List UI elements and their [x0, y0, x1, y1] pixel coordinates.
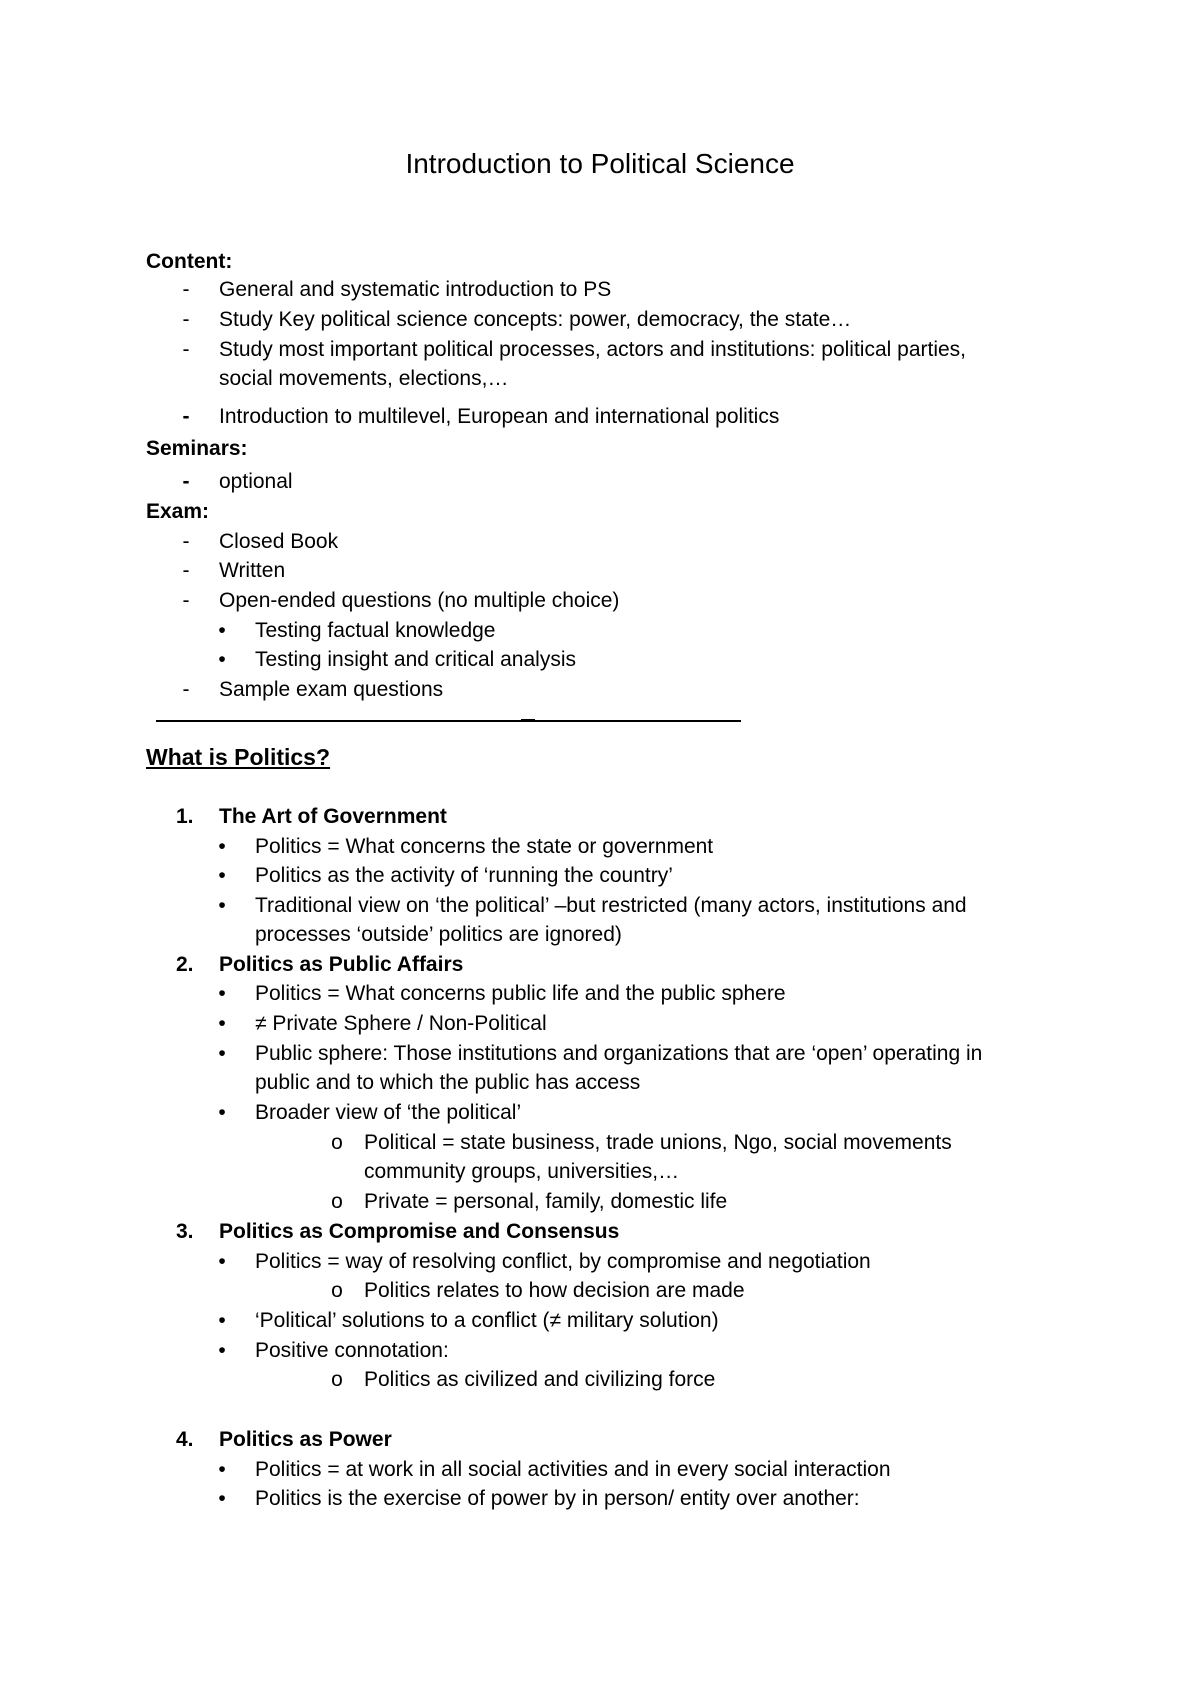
list-item-text: Introduction to multilevel, European and international politics [219, 405, 780, 428]
list-item-text: Positive connotation: [255, 1339, 449, 1362]
list-item-text: General and systematic introduction to PS [219, 278, 612, 301]
seminars-heading: Seminars: [146, 437, 248, 460]
bullet-marker: • [218, 1458, 226, 1481]
dash-marker: - [182, 308, 190, 331]
bullet-marker: • [218, 1339, 226, 1362]
list-item-text: Testing factual knowledge [255, 619, 496, 642]
horizontal-divider [156, 720, 741, 722]
list-item-text: Broader view of ‘the political’ [255, 1101, 522, 1124]
list-item-text: Study Key political science concepts: power, democracy, the state… [219, 308, 852, 331]
list-item-text: Politics as civilized and civilizing force [364, 1368, 716, 1391]
numbered-item [176, 1218, 620, 1246]
numbered-item [176, 951, 464, 979]
divider-notch [521, 719, 535, 722]
item-number: 4. [176, 1428, 194, 1451]
list-item-text: Open-ended questions (no multiple choice) [219, 589, 620, 612]
bullet-marker: • [218, 982, 226, 1005]
dash-marker: - [182, 470, 190, 493]
list-item-text: Public sphere: Those institutions and organizations that are ‘open’ operating in [255, 1042, 983, 1065]
list-item-text: ‘Political’ solutions to a conflict (≠ military solution) [255, 1309, 719, 1332]
circle-marker: o [331, 1131, 343, 1154]
bullet-marker: • [218, 864, 226, 887]
list-item-continuation: processes ‘outside’ politics are ignored) [255, 923, 622, 946]
bullet-marker: • [218, 894, 226, 917]
list-item-text: Study most important political processes, actors and institutions: political parties, [219, 338, 967, 361]
list-item-text: Politics = What concerns public life and the public sphere [255, 982, 786, 1005]
item-title: The Art of Government [219, 805, 447, 828]
dash-marker: - [182, 530, 190, 553]
bullet-marker: • [218, 1101, 226, 1124]
circle-marker: o [331, 1190, 343, 1213]
list-item-text: Politics is the exercise of power by in person/ entity over another: [255, 1487, 860, 1510]
list-item-text: Politics = What concerns the state or government [255, 835, 714, 858]
list-item-text: Private = personal, family, domestic life [364, 1190, 728, 1213]
list-item-text: optional [219, 470, 293, 493]
circle-marker: o [331, 1279, 343, 1302]
numbered-item [176, 803, 447, 831]
numbered-item [176, 1426, 392, 1454]
dash-marker: - [182, 338, 190, 361]
bullet-marker: • [218, 648, 226, 671]
circle-marker: o [331, 1368, 343, 1391]
list-item-text: Testing insight and critical analysis [255, 648, 576, 671]
list-item-text: Traditional view on ‘the political’ –but restricted (many actors, institutions and [255, 894, 967, 917]
list-item-text: Written [219, 559, 286, 582]
dash-marker: - [182, 278, 190, 301]
list-item-text: Politics = at work in all social activities and in every social interaction [255, 1458, 891, 1481]
list-item-continuation: social movements, elections,… [219, 367, 509, 390]
list-item-continuation: public and to which the public has access [255, 1071, 641, 1094]
dash-marker: - [182, 559, 190, 582]
dash-marker: - [182, 678, 190, 701]
item-title: Politics as Compromise and Consensus [219, 1220, 620, 1243]
dash-marker: - [182, 405, 190, 428]
list-item-text: Sample exam questions [219, 678, 444, 701]
list-item-text: Politics = way of resolving conflict, by compromise and negotiation [255, 1250, 871, 1273]
page-title: Introduction to Political Science [405, 148, 795, 179]
bullet-marker: • [218, 1487, 226, 1510]
item-number: 2. [176, 953, 194, 976]
content-heading: Content: [146, 250, 233, 273]
exam-heading: Exam: [146, 500, 210, 523]
list-item-text: Politics as the activity of ‘running the country’ [255, 864, 673, 887]
bullet-marker: • [218, 1042, 226, 1065]
item-number: 3. [176, 1220, 194, 1243]
item-title: Politics as Power [219, 1428, 392, 1451]
bullet-marker: • [218, 1250, 226, 1273]
bullet-marker: • [218, 1012, 226, 1035]
list-item-continuation: community groups, universities,… [364, 1160, 680, 1183]
dash-marker: - [182, 589, 190, 612]
bullet-marker: • [218, 619, 226, 642]
list-item-text: ≠ Private Sphere / Non-Political [255, 1012, 547, 1035]
list-item-text: Politics relates to how decision are made [364, 1279, 745, 1302]
list-item-text: Closed Book [219, 530, 339, 553]
bullet-marker: • [218, 835, 226, 858]
bullet-marker: • [218, 1309, 226, 1332]
list-item-text: Political = state business, trade unions, Ngo, social movements [364, 1131, 952, 1154]
item-title: Politics as Public Affairs [219, 953, 464, 976]
section-heading: What is Politics? [146, 744, 331, 770]
item-number: 1. [176, 805, 194, 828]
